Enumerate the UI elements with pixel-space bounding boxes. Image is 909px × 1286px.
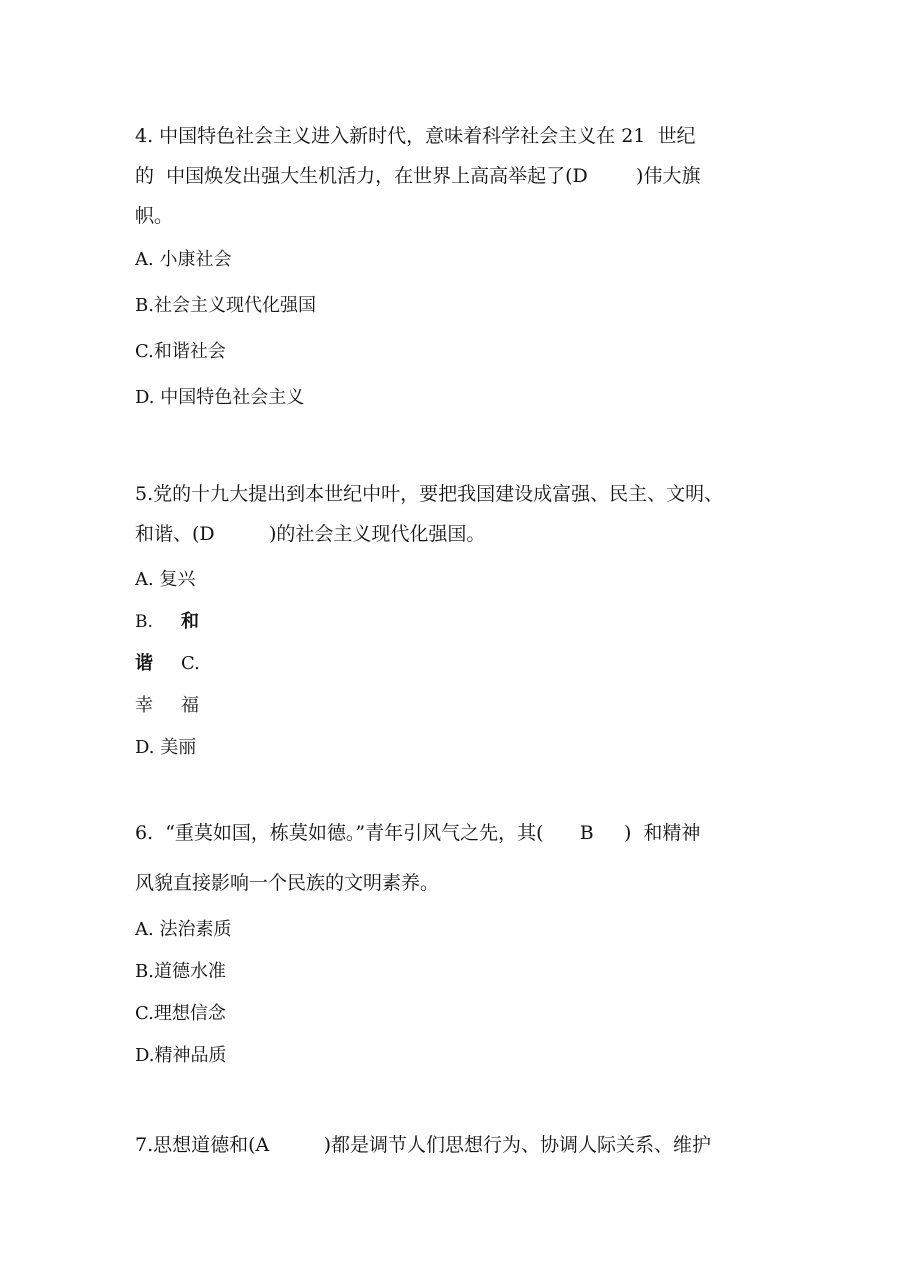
- question-4-option-b: B.社会主义现代化强国: [135, 295, 316, 316]
- question-4-option-d: D. 中国特色社会主义: [135, 387, 305, 408]
- question-6-option-a: A. 法治素质: [135, 919, 232, 940]
- question-5-option-b-text-2: 谐: [135, 653, 153, 674]
- question-5-option-d: D. 美丽: [135, 737, 197, 758]
- question-7-line-1: 7.思想道德和(A )都是调节人们思想行为、协调人际关系、维护: [135, 1134, 712, 1156]
- question-5-option-c-text-1: 幸: [135, 695, 153, 716]
- question-6-option-b: B.道德水准: [135, 961, 226, 982]
- question-4-line-1: 4. 中国特色社会主义进入新时代，意味着科学社会主义在 21 世纪: [135, 125, 696, 147]
- question-6-line-2: 风貌直接影响一个民族的文明素养。: [135, 872, 440, 894]
- question-4-line-3: 帜。: [135, 205, 174, 227]
- question-6-option-c: C.理想信念: [135, 1003, 226, 1024]
- question-5-option-b-text-1: 和: [181, 611, 199, 632]
- question-4-option-c: C.和谐社会: [135, 341, 226, 362]
- question-5-line-1: 5.党的十九大提出到本世纪中叶，要把我国建设成富强、民主、文明、: [135, 483, 724, 505]
- question-5-option-a: A. 复兴: [135, 569, 196, 590]
- question-5-option-b-label: B.: [135, 612, 153, 632]
- question-4-option-a: A. 小康社会: [135, 249, 232, 270]
- question-5-option-c-label: C.: [181, 653, 200, 674]
- question-6-option-d: D.精神品质: [135, 1045, 227, 1066]
- question-6-line-1: 6. “重莫如国，栋莫如德。”青年引风气之先，其( B ) 和精神: [135, 822, 701, 844]
- question-4-line-2: 的 中国焕发出强大生机活力，在世界上高高举起了(D )伟大旗: [135, 165, 701, 187]
- question-5-option-c-text-2: 福: [181, 695, 199, 716]
- question-5-line-2: 和谐、(D )的社会主义现代化强国。: [135, 523, 486, 545]
